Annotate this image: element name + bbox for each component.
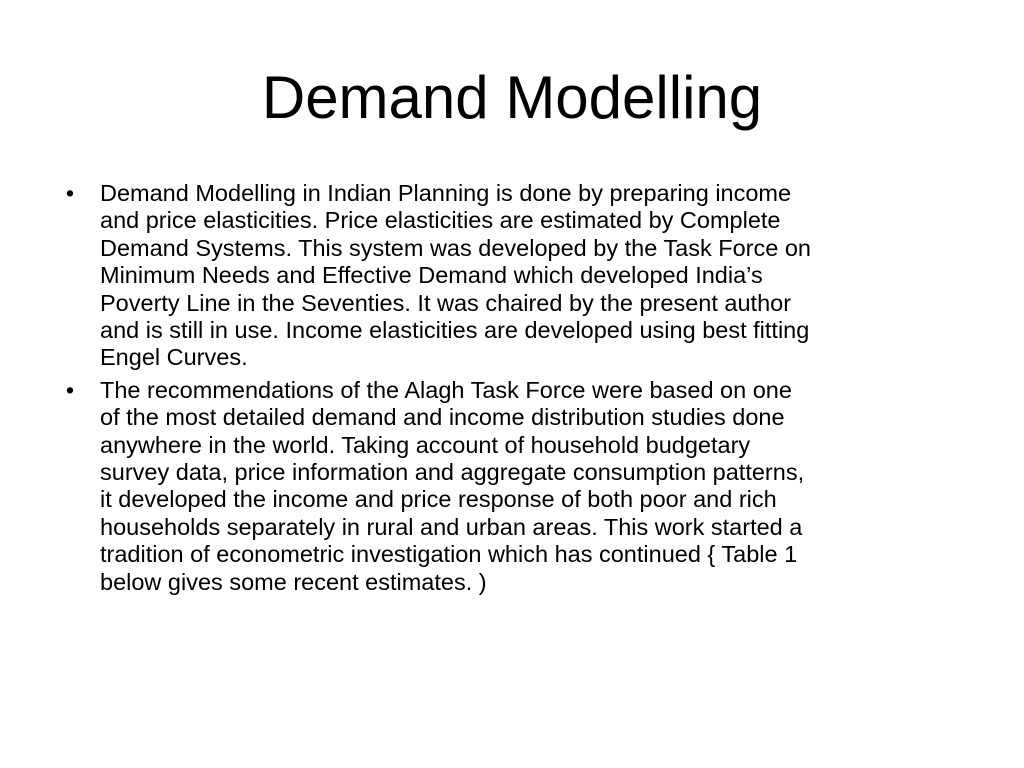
bullet-text-line: Poverty Line in the Seventies. It was chaired by the present author [100,289,792,316]
bullet-text-line: below gives some recent estimates. ) [100,568,487,595]
bullet-item [60,180,980,372]
bullet-text-line: Demand Systems. This system was developed by the Task Force on [100,234,811,261]
bullet-text-line: Engel Curves. [100,344,248,371]
bullet-text-line: The recommendations of the Alagh Task Force were based on one [100,376,792,403]
bullet-dot: • [65,376,75,403]
bullet-text-line: and price elasticities. Price elasticities are estimated by Complete [100,207,781,234]
bullet-text-line: and is still in use. Income elasticities are developed using best fitting [100,317,810,344]
bullet-text-line: survey data, price information and aggregate consumption patterns, [100,459,805,486]
bullet-list [60,180,980,601]
bullet-text-line: Demand Modelling in Indian Planning is done by preparing income [100,180,792,206]
bullet-text-line: of the most detailed demand and income distribution studies done [100,404,785,431]
slide-title: Demand Modelling [261,64,763,131]
bullet-text-line: households separately in rural and urban areas. This work started a [100,513,803,540]
bullet-dot: • [65,180,75,206]
bullet-item [60,377,980,596]
bullet-text-line: it developed the income and price response of both poor and rich [100,486,777,513]
bullet-text-line: tradition of econometric investigation which has continued { Table 1 [100,541,798,568]
bullet-text-line: anywhere in the world. Taking account of household budgetary [100,431,751,458]
bullet-text-line: Minimum Needs and Effective Demand which developed India’s [100,262,763,289]
